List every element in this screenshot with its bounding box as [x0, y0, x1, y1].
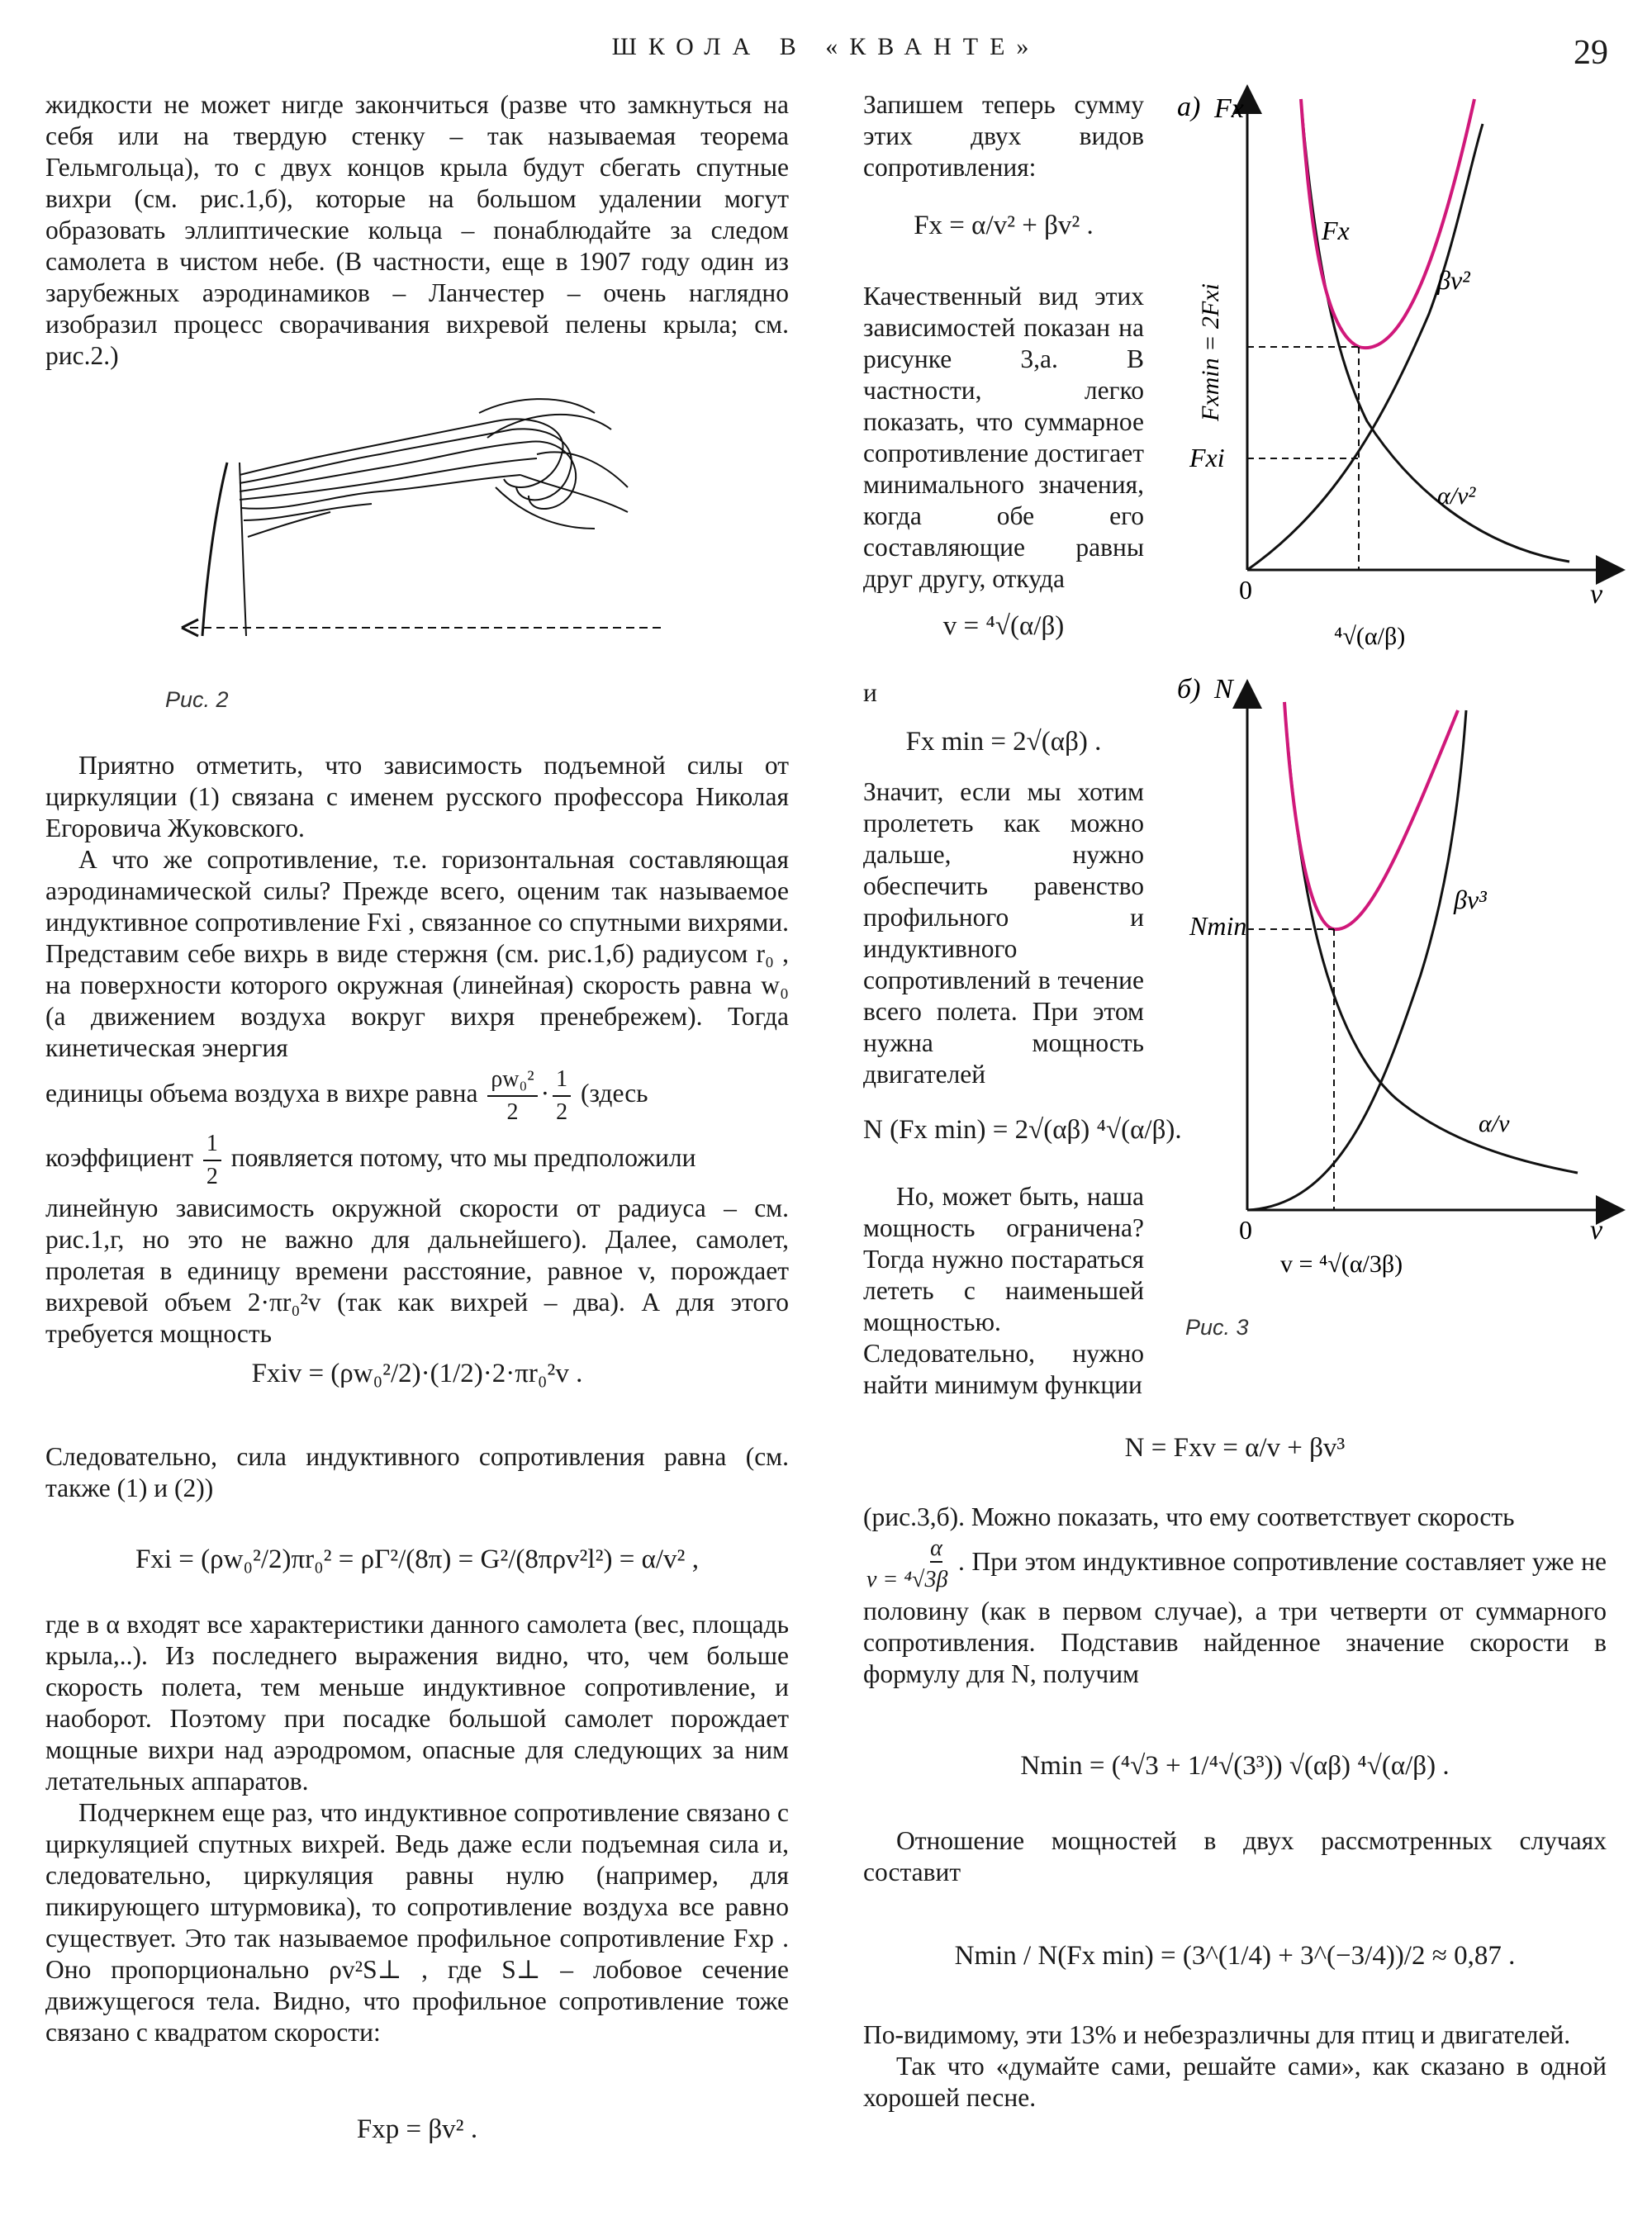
y-axis-label-a: Fx: [1214, 93, 1244, 124]
equation-nmin: Nmin = (⁴√3 + 1/⁴√(3³)) √(αβ) ⁴√(α/β) .: [1020, 1751, 1450, 1781]
figure-2: [165, 396, 677, 669]
curve-total-b: [1284, 702, 1458, 929]
level-label-a: Fxi: [1189, 443, 1225, 472]
y-axis-label-b: N: [1214, 674, 1233, 705]
left-paragraphs-5-6: где в α входят все характеристики данного самолета (вес, площадь крыла,..). Из последнего выражения видно, что, чем больше скорость полета, тем меньше индуктивное сопротивление, и наоборот. Поэтому при посадке большой самолет порождает мощные вихри над аэродромом, опасные для следующих за ним летательных аппаратов. Подчеркнем еще раз, что индуктивное сопротивление связано с циркуляцией спутных вихрей. Ведь даже если подъемная сила и, следовательно, циркуляция равны нулю (например, для пикирующего штурмовика), то сопротивление воздуха все равно существует. Это так называемое профильное сопротивление Fxp . Оно пропорционально ρv²S⊥ , где S⊥ – лобовое сечение движущегося тела. Видно, что профильное сопротивление тоже связано с квадратом скорости:: [45, 1610, 789, 2047]
curve-total-label-a: Fx: [1322, 216, 1350, 245]
figure-3b: [1177, 674, 1611, 1278]
right-paragraph-3: Значит, если мы хотим пролететь как можно дальше, нужно обеспечить равенство профильного и индуктивного сопротивлений в течение всего полета. При этом нужна мощность двигателей: [863, 777, 1144, 1089]
right-paragraph-4: Но, может быть, наша мощность ограничена? Тогда нужно постараться лететь с наименьшей мощностью. Следовательно, нужно найти минимум функции: [863, 1182, 1144, 1399]
curve-induced-label-a: α/v²: [1437, 482, 1476, 510]
min-label-a: Fxmin = 2Fxi: [1197, 283, 1224, 421]
wing-outline: [202, 463, 227, 636]
figure-2-caption: Рис. 2: [165, 687, 229, 712]
x-axis-label-a: v: [1590, 579, 1603, 610]
left-paragraph-4: Следовательно, сила индуктивного сопротивления равна (см. также (1) и (2)): [45, 1442, 789, 1502]
vortex-sheet-strands: [240, 399, 628, 537]
equation-fxp: Fxp = βv² .: [356, 2114, 478, 2144]
panel-label-b: б): [1177, 674, 1201, 705]
equation-ratio: Nmin / N(Fx min) = (3^(1/4) + 3^(−3/4))/2 ≈ 0,87 .: [954, 1941, 1516, 1971]
curve-profile-label-b: βv³: [1454, 885, 1487, 914]
equation-v-optimum: v = ⁴√(α/β): [942, 611, 1065, 641]
x-mark-a: ⁴√(α/β): [1334, 623, 1406, 650]
wing-edge: [240, 463, 246, 636]
left-body: Приятно отметить, что зависимость подъемной силы от циркуляции (1) связана с именем русского профессора Николая Егоровича Жуковского. А что же сопротивление, т.е. горизонтальная составляющая аэродинамической силы? Прежде всего, оценим так называемое индуктивное сопротивление Fxi , связанное со спутными вихрями. Представим себе вихрь в виде стержня (см. рис.1,б) радиусом r₀ , на поверхности которого окружная (линейная) скорость равна w₀ (а движением воздуха вокруг вихря пренебрежем). Тогда кинетическая энергия единицы объема воздуха в вихре равна $\frac{\text{ρw₀²}}{2}$ · $\frac{1}{2}$ (здесь коэффициент $\frac{1}{2}$ появляется потому, что мы предположили линейную зависимость окружной скорости от радиуса – см. рис.1,г, но это не важно для дальнейшего). Далее, самолет, пролетая в единицу времени расстояние, равное v, порождает вихревой объем 2·πr₀²v (так как вихрей – два). А для этого требуется мощность: [45, 751, 789, 1348]
right-paragraph-5: (рис.3,б). Можно показать, что ему соответствует скорость v = ⁴√α 3β . При этом индуктивное сопротивление составляет уже не половину (как в первом случае), а три четверти от суммарного сопротивления. Подставив найденное значение скорости в формулу для N, получим: [863, 1502, 1607, 1688]
right-and: и: [863, 678, 877, 707]
curve-profile-label-a: βv²: [1437, 265, 1470, 295]
x-mark-b: v = ⁴√(α/3β): [1280, 1250, 1403, 1278]
left-paragraph-1: жидкости не может нигде закончиться (разве что замкнуться на себя или на твердую стенку – так называемая теорема Гельмгольца), то с двух концов крыла будут сбегать спутные вихри (см. рис.1,б), которые на большом удалении могут образовать эллиптические кольца – понаблюдайте за следом самолета в чистом небе. (В частности, еще в 1907 году один из зарубежных аэродинамиков – Ланчестер – очень наглядно изобразил процесс сворачивания вихревой пелены крыла; см. рис.2.): [45, 90, 789, 370]
min-label-b: Nmin: [1189, 911, 1247, 941]
figure-3: [1156, 83, 1627, 1371]
equation-fxi: Fxi = (ρw₀²/2)πr₀² = ρΓ²/(8π) = G²/(8πρv²l²) = α/v² ,: [135, 1545, 699, 1574]
origin-b: 0: [1239, 1215, 1252, 1245]
origin-a: 0: [1239, 575, 1252, 605]
figure-3a: [1177, 92, 1611, 650]
right-paragraph-6: Отношение мощностей в двух рассмотренных случаях составит: [863, 1826, 1607, 1886]
running-title: ШКОЛА В «КВАНТЕ»: [611, 33, 1041, 60]
page-number: 29: [1574, 34, 1608, 72]
equation-n: N = Fxv = α/v + βv³: [1124, 1433, 1346, 1463]
curve-profile-b: [1247, 710, 1466, 1210]
x-axis-label-b: v: [1590, 1215, 1603, 1246]
right-paragraph-1: Запишем теперь сумму этих двух видов сопротивления:: [863, 90, 1144, 182]
equation-power: Fxiv = (ρw₀²/2)·(1/2)·2·πr₀²v .: [251, 1359, 583, 1388]
figure-3-caption: Рис. 3: [1185, 1315, 1249, 1340]
right-paragraph-2: Качественный вид этих зависимостей показан на рисунке 3,а. В частности, легко показать, что суммарное сопротивление достигает минимального значения, когда обе его составляющие равны друг другу, откуда: [863, 282, 1144, 593]
right-closing: По-видимому, эти 13% и небезразличны для птиц и двигателей. Так что «думайте сами, решайте сами», как сказано в одной хорошей песне.: [863, 2020, 1607, 2112]
equation-fx: Fx = α/v² + βv² .: [914, 211, 1094, 240]
equation-n-fxmin: N (Fx min) = 2√(αβ) ⁴√(α/β).: [863, 1115, 1182, 1145]
panel-label-a: а): [1177, 92, 1201, 122]
curve-induced-label-b: α/v: [1479, 1110, 1510, 1137]
equation-fxmin: Fx min = 2√(αβ) .: [905, 727, 1102, 757]
